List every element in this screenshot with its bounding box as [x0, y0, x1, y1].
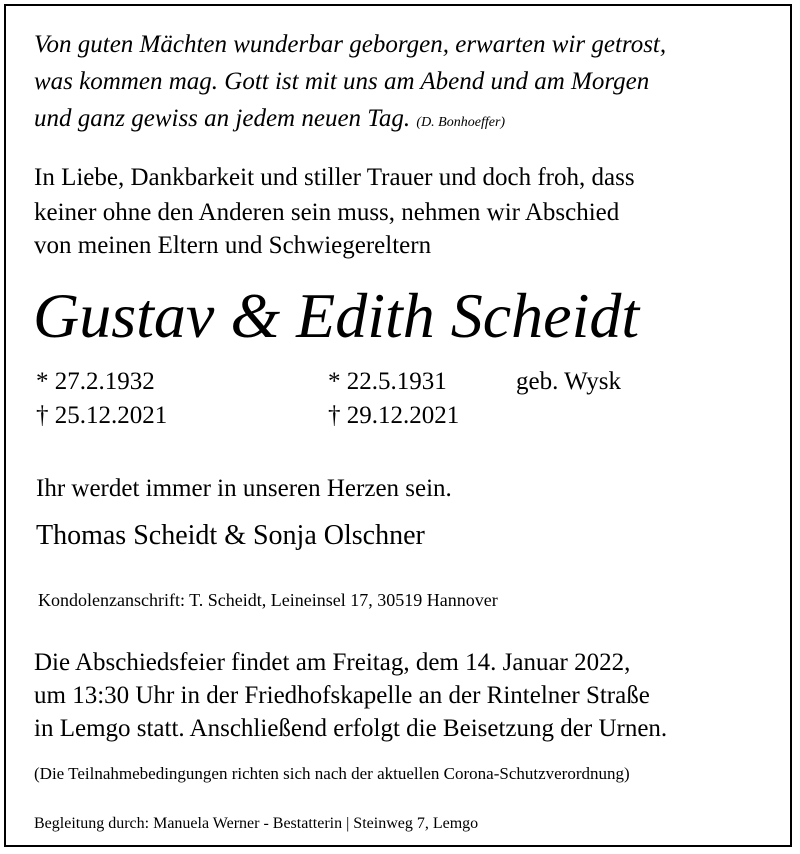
quote-text: und ganz gewiss an jedem neuen Tag.: [34, 105, 411, 132]
ceremony-line-2: um 13:30 Uhr in der Friedhofskapelle an der Rintelner Straße: [34, 682, 650, 709]
intro-line-3: von meinen Eltern und Schwiegereltern: [34, 232, 432, 259]
quote-line-2: was kommen mag. Gott ist mit uns am Abend und am Morgen: [34, 68, 650, 95]
quote-line-3: [34, 106, 505, 131]
ceremony-line-3: in Lemgo statt. Anschließend erfolgt die Beisetzung der Urnen.: [34, 715, 668, 742]
family-names: Thomas Scheidt & Sonja Olschner: [36, 520, 425, 551]
quote-source: (D. Bonhoeffer): [416, 115, 506, 130]
quote-line-1: Von guten Mächten wunderbar geborgen, erwarten wir getrost,: [34, 31, 667, 58]
edith-born: * 22.5.1931: [328, 368, 447, 395]
intro-line-1: In Liebe, Dankbarkeit und stiller Trauer und doch froh, dass: [34, 164, 635, 191]
farewell-line: Ihr werdet immer in unseren Herzen sein.: [36, 475, 452, 502]
ceremony-line-1: Die Abschiedsfeier findet am Freitag, dem 14. Januar 2022,: [34, 649, 631, 676]
edith-died: † 29.12.2021: [328, 402, 460, 429]
intro-line-2: keiner ohne den Anderen sein muss, nehmen wir Abschied: [34, 199, 620, 226]
deceased-names: Gustav & Edith Scheidt: [33, 280, 640, 351]
condolence-address: Kondolenzanschrift: T. Scheidt, Leineinsel 17, 30519 Hannover: [38, 590, 498, 610]
undertaker-footer: Begleitung durch: Manuela Werner - Bestatterin | Steinweg 7, Lemgo: [34, 815, 479, 832]
edith-maiden-name: geb. Wysk: [516, 368, 621, 395]
gustav-born: * 27.2.1932: [36, 368, 155, 395]
gustav-died: † 25.12.2021: [36, 402, 168, 429]
corona-note: (Die Teilnahmebedingungen richten sich nach der aktuellen Corona-Schutzverordnung): [34, 764, 630, 783]
